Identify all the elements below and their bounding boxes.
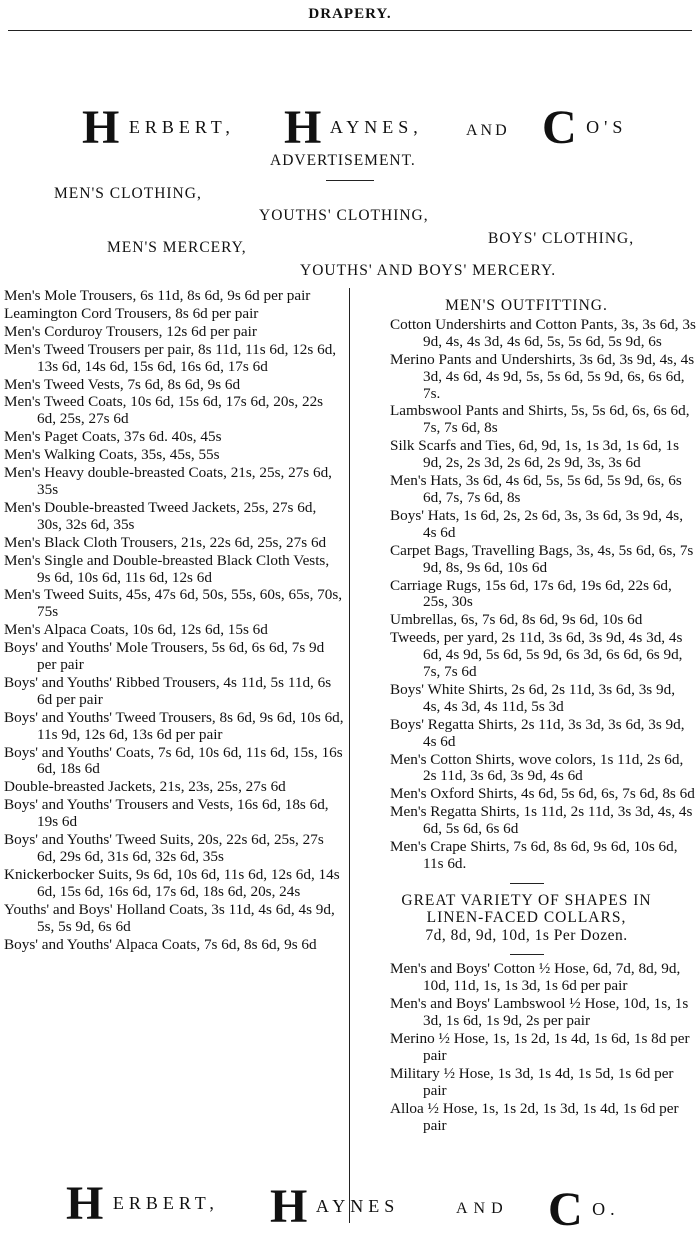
firm-and-top: AND <box>466 122 510 139</box>
right-price-list <box>357 298 696 1135</box>
list-item: Youths' and Boys' Holland Coats, 3s 11d, 4s 6d, 4s 9d, 5s, 5s 9d, 6s 6d <box>4 900 335 935</box>
list-item: Men's Alpaca Coats, 10s 6d, 12s 6d, 15s 6d <box>4 621 268 639</box>
list-item: Leamington Cord Trousers, 8s 6d per pair <box>4 304 259 322</box>
collars-line-1: GREAT VARIETY OF SHAPES IN <box>401 891 652 909</box>
initial-h-haynes: H <box>284 101 322 154</box>
list-item: Men's Oxford Shirts, 4s 6d, 5s 6d, 6s, 7s 6d, 8s 6d <box>390 785 695 803</box>
list-item: Umbrellas, 6s, 7s 6d, 8s 6d, 9s 6d, 10s 6d <box>390 611 643 629</box>
list-item: Boys' White Shirts, 2s 6d, 2s 11d, 3s 6d, 3s 9d, 4s, 4s 3d, 4s 11d, 5s 3d <box>390 680 675 715</box>
initial-c-co-bottom: C <box>548 1183 583 1236</box>
initial-h-herbert: H <box>82 101 120 154</box>
list-item: Boys' and Youths' Alpaca Coats, 7s 6d, 8s 6d, 9s 6d <box>4 935 317 953</box>
word-erbert-bottom: ERBERT, <box>112 1193 219 1213</box>
list-item: Boys' Regatta Shirts, 2s 11d, 3s 3d, 3s 6d, 3s 9d, 4s 6d <box>390 715 685 750</box>
list-item: Merino ½ Hose, 1s, 1s 2d, 1s 4d, 1s 6d, 1s 8d per pair <box>390 1030 690 1064</box>
initial-c-co: C <box>542 101 577 154</box>
firm-name-bottom-haynes <box>270 1180 400 1233</box>
list-item: Men's Double-breasted Tweed Jackets, 25s, 27s 6d, 30s, 32s 6d, 35s <box>4 498 317 533</box>
list-item: Cotton Undershirts and Cotton Pants, 3s, 3s 6d, 3s 9d, 4s, 4s 3d, 4s 6d, 5s, 5s 6d, 5s 9d, 6s <box>390 315 696 350</box>
category-youths-boys-mercery: YOUTHS' AND BOYS' MERCERY. <box>300 262 557 279</box>
list-item: Double-breasted Jackets, 21s, 23s, 25s, 27s 6d <box>4 778 286 796</box>
list-item: Boys' and Youths' Trousers and Vests, 16s 6d, 18s 6d, 19s 6d <box>4 796 329 831</box>
section-rule <box>510 883 544 884</box>
list-item: Boys' and Youths' Tweed Suits, 20s, 22s 6d, 25s, 27s 6d, 29s 6d, 31s 6d, 32s 6d, 35s <box>4 831 324 865</box>
list-item: Men's Tweed Suits, 45s, 47s 6d, 50s, 55s, 60s, 65s, 70s, 75s <box>4 586 343 621</box>
list-item: Men's Walking Coats, 35s, 45s, 55s <box>4 446 220 464</box>
list-item: Military ½ Hose, 1s 3d, 1s 4d, 1s 5d, 1s 6d per pair <box>390 1064 674 1099</box>
list-item: Carriage Rugs, 15s 6d, 17s 6d, 19s 6d, 22s 6d, 25s, 30s <box>390 576 672 611</box>
list-item: Boys' and Youths' Mole Trousers, 5s 6d, 6s 6d, 7s 9d per pair <box>4 639 325 674</box>
page-header: DRAPERY. <box>308 6 392 22</box>
list-item: Boys' and Youths' Ribbed Trousers, 4s 11d, 5s 11d, 6s 6d per pair <box>4 673 332 708</box>
left-price-list <box>0 288 344 954</box>
list-item: Merino Pants and Undershirts, 3s 6d, 3s 9d, 4s, 4s 3d, 4s 6d, 4s 9d, 5s, 5s 6d, 5s 9d, 6s, 6s 6d, 7s. <box>390 350 695 402</box>
list-item: Tweeds, per yard, 2s 11d, 3s 6d, 3s 9d, 4s 3d, 4s 6d, 4s 9d, 5s 6d, 5s 9d, 6s 3d, 6s 6d, 6s 9d, 7s, 7s 6d <box>390 629 683 681</box>
advertisement-title: ADVERTISEMENT. <box>270 152 416 169</box>
header-rule <box>8 30 692 31</box>
list-item: Men's and Boys' Lambswool ½ Hose, 10d, 1s, 1s 3d, 1s 6d, 1s 9d, 2s per pair <box>390 995 689 1030</box>
list-item: Men's Heavy double-breasted Coats, 21s, 25s, 27s 6d, 35s <box>4 464 332 498</box>
category-youths-clothing: YOUTHS' CLOTHING, <box>259 207 429 224</box>
list-item: Boys' Hats, 1s 6d, 2s, 2s 6d, 3s, 3s 6d, 3s 9d, 4s, 4s 6d <box>390 506 684 541</box>
firm-name-top-haynes <box>284 101 423 154</box>
list-item: Carpet Bags, Travelling Bags, 3s, 4s, 5s 6d, 6s, 7s 9d, 8s, 9s 6d, 10s 6d <box>390 541 694 576</box>
section-heading-outfitting: MEN'S OUTFITTING. <box>445 297 608 314</box>
category-mens-clothing: MEN'S CLOTHING, <box>54 185 202 202</box>
word-os: O'S <box>586 117 628 137</box>
list-item: Men's Crape Shirts, 7s 6d, 8s 6d, 9s 6d, 10s 6d, 11s 6d. <box>390 838 678 872</box>
firm-and-bottom: AND <box>456 1200 509 1217</box>
list-item: Men's and Boys' Cotton ½ Hose, 6d, 7d, 8d, 9d, 10d, 11d, 1s, 1s 3d, 1s 6d per pair <box>390 960 681 995</box>
list-item: Lambswool Pants and Shirts, 5s, 5s 6d, 6s, 6s 6d, 7s, 7s 6d, 8s <box>390 402 690 437</box>
section-rule <box>510 954 544 955</box>
firm-name-bottom-co <box>548 1183 620 1236</box>
list-item: Men's Regatta Shirts, 1s 11d, 2s 11d, 3s 3d, 4s, 4s 6d, 5s 6d, 6s 6d <box>390 803 693 838</box>
short-rule <box>326 180 374 181</box>
word-aynes: AYNES, <box>329 117 423 137</box>
firm-name-top-co <box>542 101 628 154</box>
list-item: Men's Tweed Vests, 7s 6d, 8s 6d, 9s 6d <box>4 375 241 393</box>
list-item: Men's Tweed Trousers per pair, 8s 11d, 11s 6d, 12s 6d, 13s 6d, 14s 6d, 15s 6d, 16s 6d, 17s 6d <box>4 340 337 375</box>
category-boys-clothing: BOYS' CLOTHING, <box>488 230 635 247</box>
list-item: Alloa ½ Hose, 1s, 1s 2d, 1s 3d, 1s 4d, 1s 6d per pair <box>390 1099 679 1134</box>
collars-line-2: LINEN-FACED COLLARS, <box>426 909 627 927</box>
initial-h-haynes-bottom: H <box>270 1180 308 1233</box>
list-item: Men's Hats, 3s 6d, 4s 6d, 5s, 5s 6d, 5s 9d, 6s, 6s 6d, 7s, 7s 6d, 8s <box>390 472 682 506</box>
list-item: Men's Cotton Shirts, wove colors, 1s 11d, 2s 6d, 2s 11d, 3s 6d, 3s 9d, 4s 6d <box>390 750 684 785</box>
column-divider <box>349 288 350 1223</box>
collars-line-3: 7d, 8d, 9d, 10d, 1s Per Dozen. <box>425 926 628 944</box>
list-item: Boys' and Youths' Tweed Trousers, 8s 6d, 9s 6d, 10s 6d, 11s 9d, 12s 6d, 13s 6d per pair <box>4 708 344 743</box>
list-item: Men's Black Cloth Trousers, 21s, 22s 6d, 25s, 27s 6d <box>4 533 327 551</box>
word-o-bottom: O. <box>592 1199 620 1219</box>
list-item: Knickerbocker Suits, 9s 6d, 10s 6d, 11s 6d, 12s 6d, 14s 6d, 15s 6d, 16s 6d, 17s 6d, 18s 6d, 20s, 24s <box>4 865 340 900</box>
list-item: Men's Single and Double-breasted Black Cloth Vests, 9s 6d, 10s 6d, 11s 6d, 12s 6d <box>4 551 330 586</box>
firm-name-top <box>82 101 235 154</box>
collars-notice <box>357 892 696 945</box>
word-erbert: ERBERT, <box>128 117 235 137</box>
list-item: Silk Scarfs and Ties, 6d, 9d, 1s, 1s 3d, 1s 6d, 1s 9d, 2s, 2s 3d, 2s 6d, 2s 9d, 3s, 3s 6d <box>390 437 680 472</box>
firm-name-bottom <box>66 1177 219 1230</box>
word-aynes-bottom: AYNES <box>315 1196 400 1216</box>
list-item: Men's Corduroy Trousers, 12s 6d per pair <box>4 322 257 340</box>
category-mens-mercery: MEN'S MERCERY, <box>107 239 247 256</box>
list-item: Men's Paget Coats, 37s 6d. 40s, 45s <box>4 428 222 446</box>
list-item: Boys' and Youths' Coats, 7s 6d, 10s 6d, 11s 6d, 15s, 16s 6d, 18s 6d <box>4 743 343 778</box>
list-item: Men's Mole Trousers, 6s 11d, 8s 6d, 9s 6d per pair <box>4 287 311 304</box>
initial-h-herbert-bottom: H <box>66 1177 104 1230</box>
list-item: Men's Tweed Coats, 10s 6d, 15s 6d, 17s 6d, 20s, 22s 6d, 25s, 27s 6d <box>4 393 324 428</box>
